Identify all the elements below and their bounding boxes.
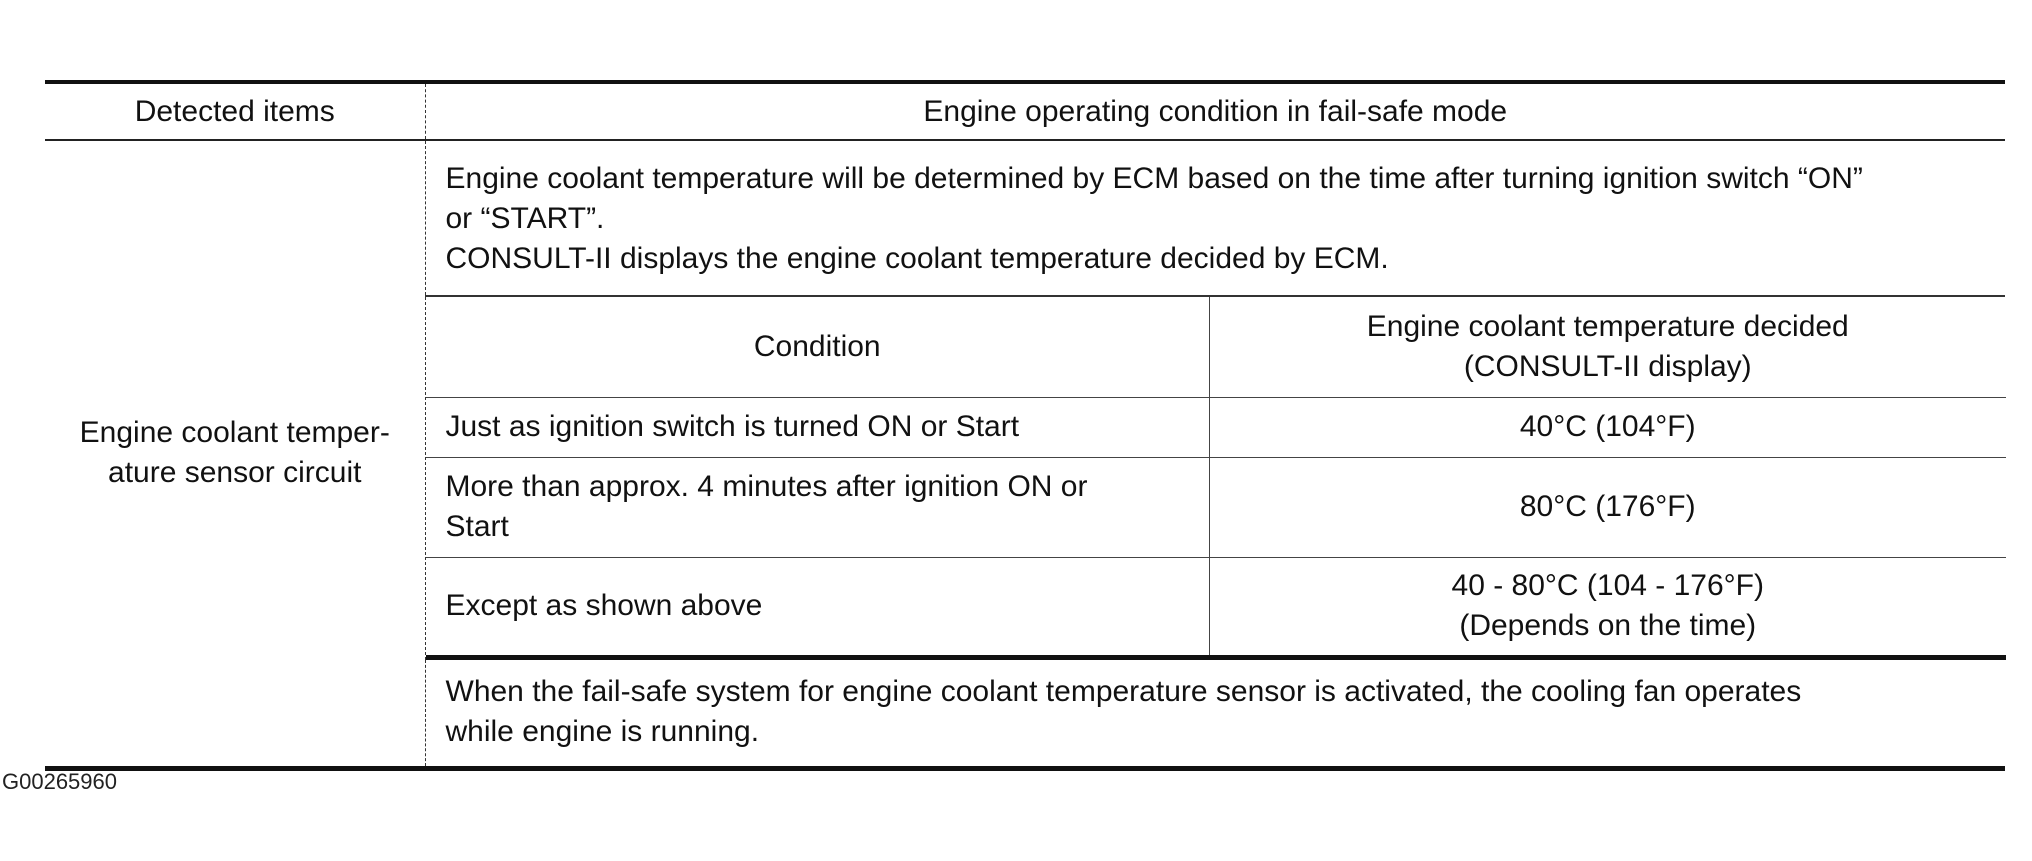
- condition-line: Start: [445, 510, 509, 543]
- temperature-condition-table: [426, 297, 2006, 660]
- footer-line: When the fail-safe system for engine coolant temperature sensor is activated, the cooling fan operates: [445, 674, 1802, 708]
- detected-item-line: ature sensor circuit: [108, 456, 362, 490]
- intro-text: [425, 140, 2005, 296]
- condition-line: More than approx. 4 minutes after ignition ON or: [445, 470, 1088, 503]
- detected-item-line: Engine coolant temper-: [79, 416, 390, 450]
- figure-code: G00265960: [2, 769, 117, 794]
- condition-cell: Except as shown above: [426, 557, 1210, 657]
- temperature-line: (Depends on the time): [1459, 609, 1757, 642]
- sub-table-cell: [425, 296, 2005, 660]
- operating-condition-header: Engine operating condition in fail-safe mode: [425, 82, 2005, 140]
- footer-text: [425, 660, 2005, 769]
- detected-item-cell: [45, 140, 425, 768]
- table-row: [426, 397, 2006, 457]
- condition-cell: Just as ignition switch is turned ON or Start: [426, 397, 1210, 457]
- detected-items-header: Detected items: [45, 82, 425, 140]
- fail-safe-table: [45, 80, 2005, 771]
- temperature-header-line: (CONSULT-II display): [1463, 349, 1752, 383]
- condition-header: Condition: [426, 297, 1210, 397]
- table-header-row: [45, 82, 2005, 140]
- intro-line: CONSULT-II displays the engine coolant temperature decided by ECM.: [445, 242, 1389, 275]
- table-row: [426, 557, 2006, 657]
- temperature-line: 40 - 80°C (104 - 176°F): [1451, 569, 1764, 602]
- intro-line: or “START”.: [445, 202, 605, 235]
- temperature-cell: 80°C (176°F): [1210, 457, 2006, 557]
- temperature-header-line: Engine coolant temperature decided: [1366, 309, 1849, 343]
- temperature-cell: [1210, 557, 2006, 657]
- condition-cell: [426, 457, 1210, 557]
- sub-table-header-row: [426, 297, 2006, 397]
- temperature-cell: 40°C (104°F): [1210, 397, 2006, 457]
- table-row: [426, 457, 2006, 557]
- footer-line: while engine is running.: [445, 714, 760, 748]
- temperature-header: [1210, 297, 2006, 397]
- intro-row: [45, 140, 2005, 296]
- intro-line: Engine coolant temperature will be determined by ECM based on the time after turning ignition switch “ON”: [445, 162, 1863, 195]
